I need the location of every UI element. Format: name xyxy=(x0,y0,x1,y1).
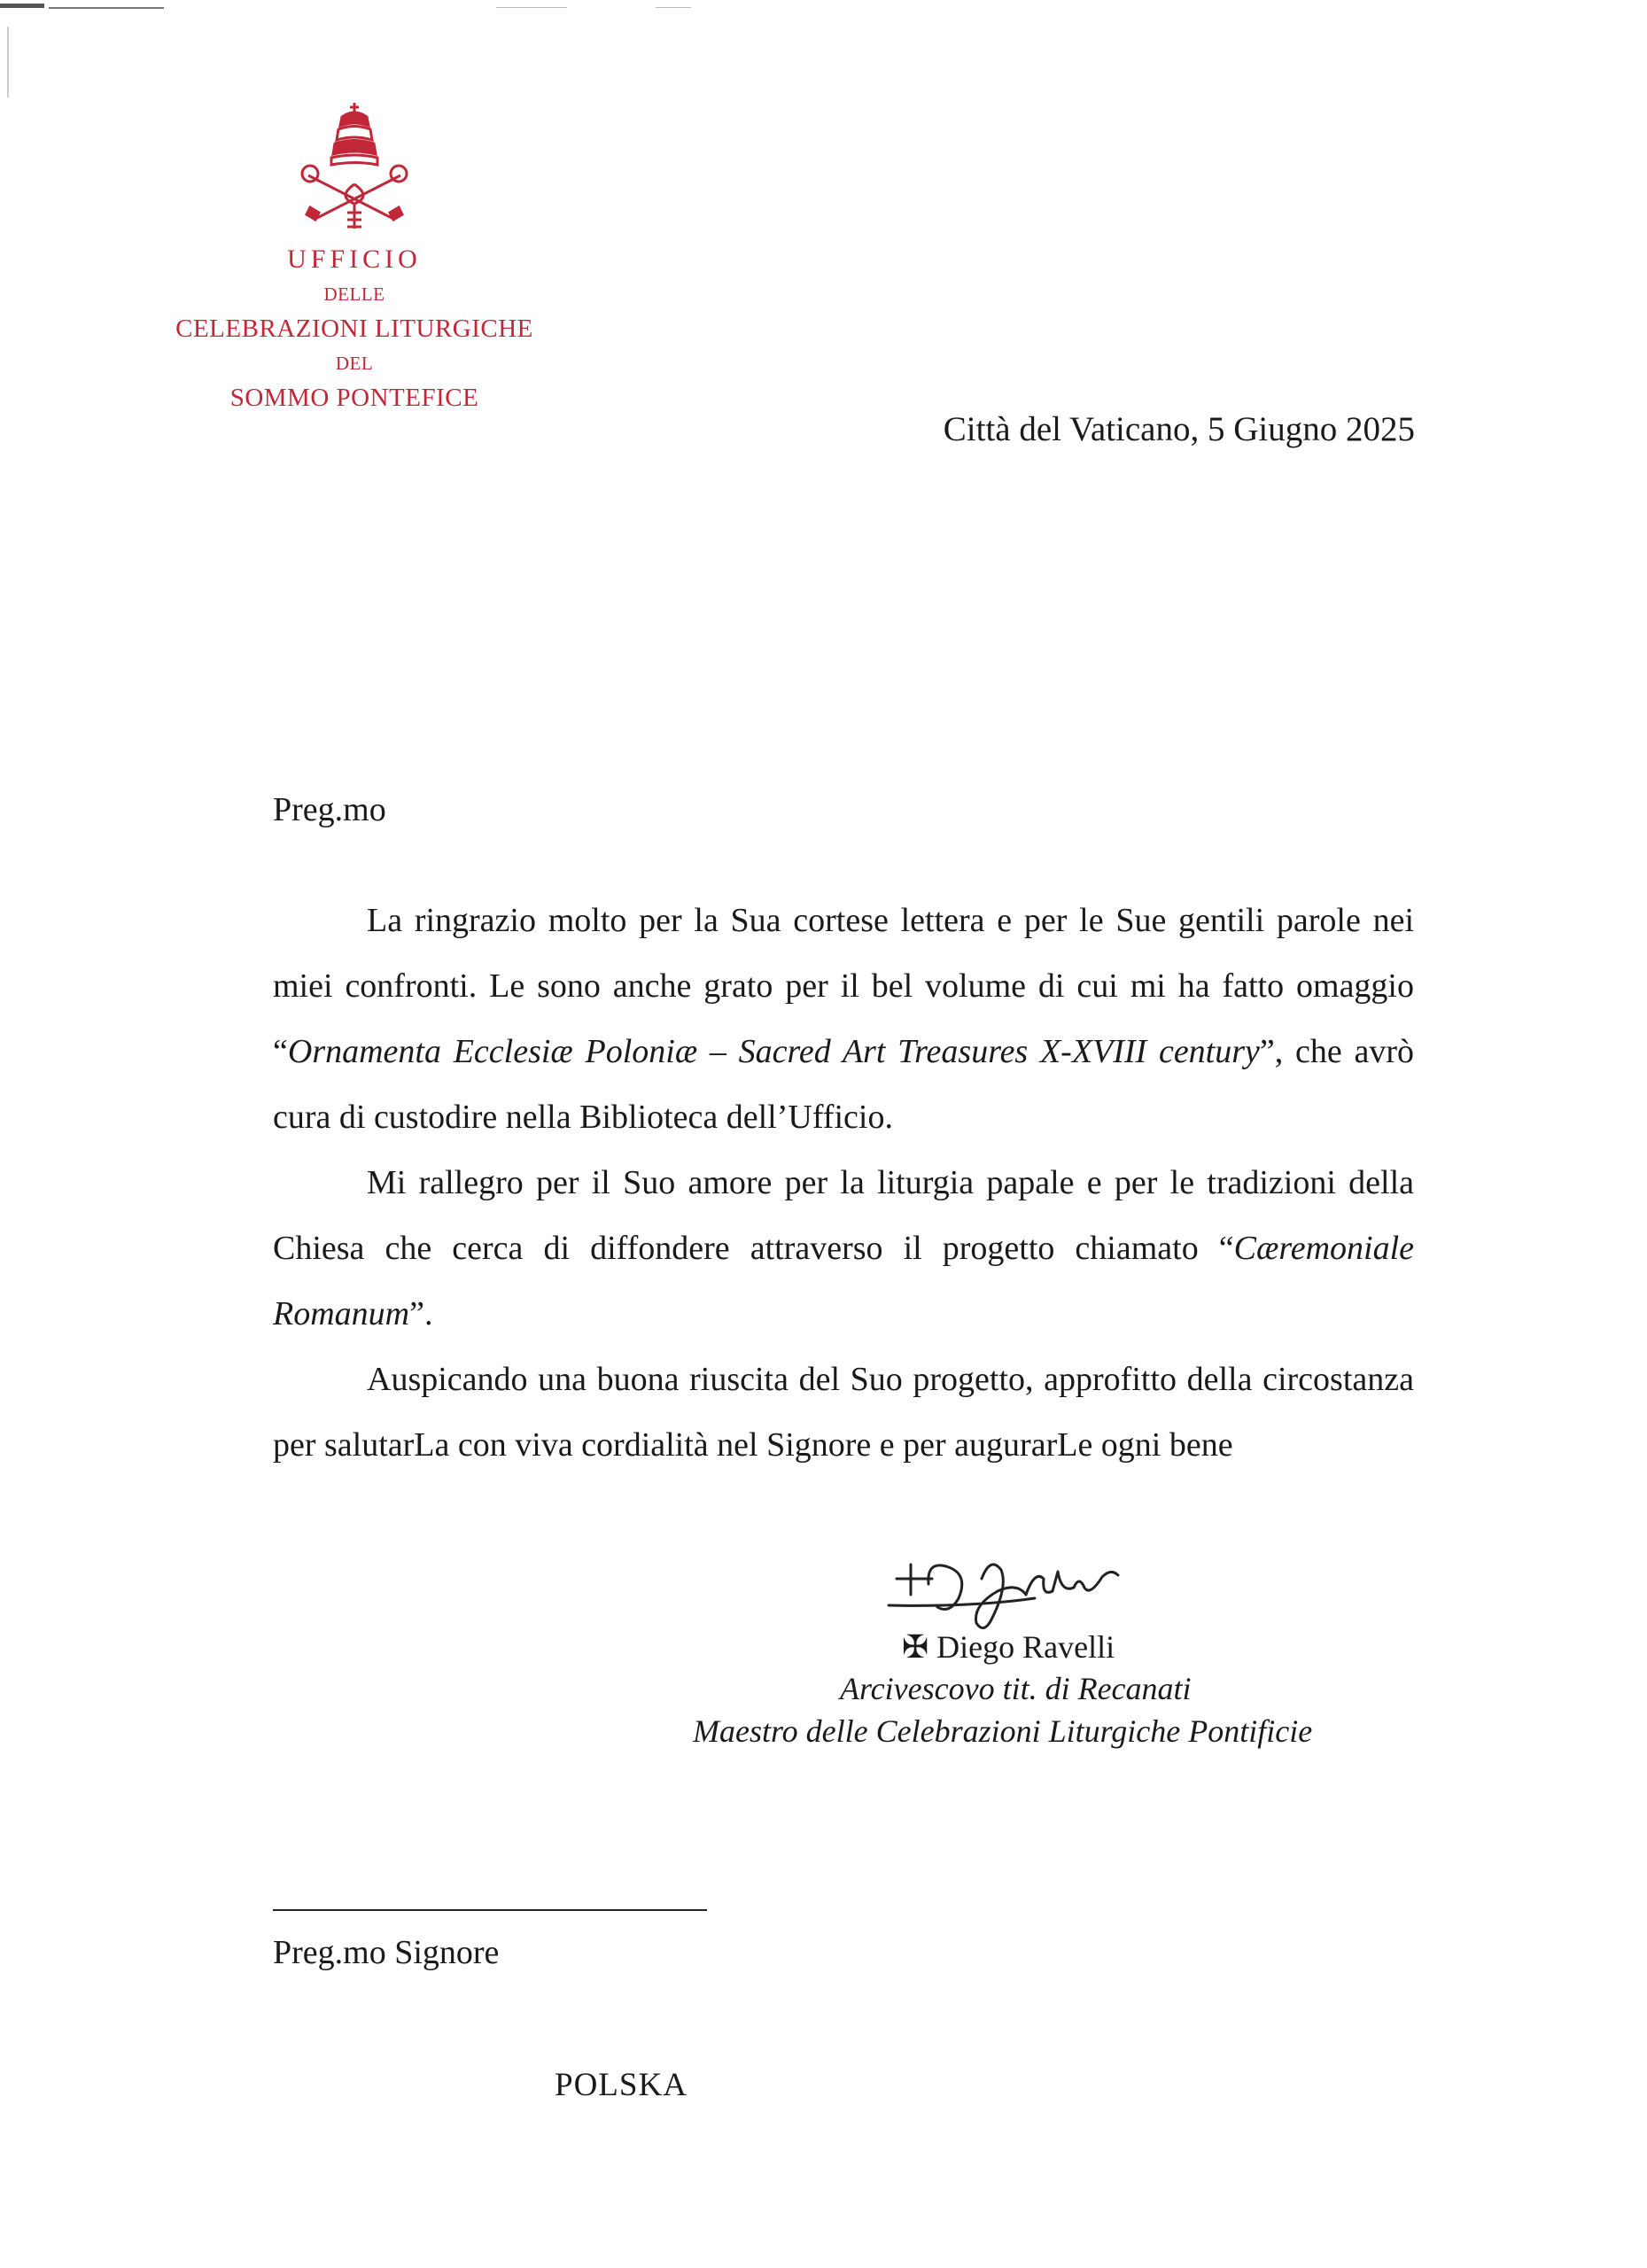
letter-body xyxy=(273,888,1414,1478)
scan-artifact xyxy=(0,4,44,8)
scan-artifact xyxy=(656,7,691,8)
addressee: Preg.mo Signore xyxy=(273,1934,500,1971)
letter-date: Città del Vaticano, 5 Giugno 2025 xyxy=(943,410,1415,448)
paragraph-1-text-b: ”, che avrò cura di custodire nella Biblioteca dell’Ufficio. xyxy=(273,1033,1415,1136)
salutation: Preg.mo xyxy=(273,791,386,828)
book-title: Ornamenta Ecclesiæ Poloniæ – Sacred Art Treasures X-XVIII century xyxy=(287,1033,1260,1070)
paragraph-2 xyxy=(273,1150,1414,1347)
scan-artifact xyxy=(496,7,567,8)
signer-name: ✠ Diego Ravelli xyxy=(902,1629,1115,1665)
paragraph-1 xyxy=(273,888,1414,1150)
letterhead-line-ufficio: UFFICIO xyxy=(287,245,422,274)
country: POLSKA xyxy=(555,2067,688,2103)
paragraph-2-text-a: Mi rallegro per il Suo amore per la liturgia papale e per le tradizioni della Chiesa che cerca di diffondere attraverso il progetto chiamato “ xyxy=(273,1164,1414,1267)
letterhead-line-celebrazioni: CELEBRAZIONI LITURGICHE xyxy=(175,315,533,343)
scan-artifact xyxy=(49,7,164,9)
papal-crest-icon xyxy=(292,99,416,232)
letterhead-line-del: DEL xyxy=(335,353,374,374)
project-title: Cæremoniale Romanum xyxy=(273,1230,1414,1332)
signer-title-2: Maestro delle Celebrazioni Liturgiche Pontificie xyxy=(693,1713,1313,1749)
scan-artifact xyxy=(7,27,9,97)
paragraph-3: Auspicando una buona riuscita del Suo progetto, approfitto della circostanza per salutarLa con viva cordialità nel Signore e per augurarLe ogni bene xyxy=(273,1361,1414,1464)
letterhead-line-pontefice: SOMMO PONTEFICE xyxy=(229,384,479,412)
letterhead xyxy=(106,246,602,411)
address-divider xyxy=(273,1909,707,1911)
letterhead-line-delle: DELLE xyxy=(323,284,385,305)
signer-title-1: Arcivescovo tit. di Recanati xyxy=(840,1671,1192,1706)
handwritten-signature xyxy=(884,1552,1185,1632)
paragraph-1-text-a: La ringrazio molto per la Sua cortese lettera e per le Sue gentili parole nei miei confronti. Le sono anche grato per il bel volume di cui mi ha fatto omaggio “ xyxy=(273,902,1414,1070)
paragraph-2-text-b: ”. xyxy=(409,1295,433,1332)
